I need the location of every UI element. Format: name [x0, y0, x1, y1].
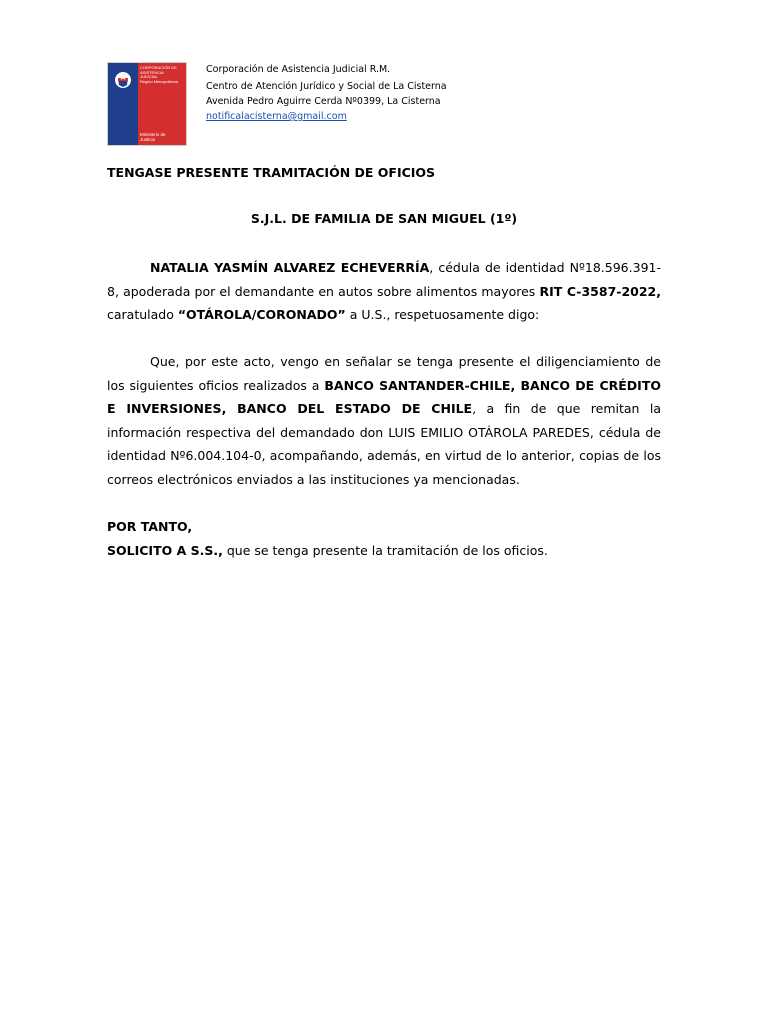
logo-text-4: Región Metropolitana [140, 78, 179, 84]
logo-blue-panel [108, 63, 138, 145]
logo-ministry-2: Justicia [140, 137, 156, 142]
institution-logo [107, 62, 187, 146]
paragraph-intro [107, 256, 661, 327]
address: Avenida Pedro Aguirre Cerda Nº0399, La Cisterna [206, 96, 441, 107]
logo-ministry-1: Ministerio de [140, 132, 166, 137]
logo-text-1: CORPORACIÓN DE [140, 65, 177, 70]
closing-block [107, 515, 548, 563]
intro-text-2: caratulado [107, 307, 178, 322]
logo-ministry [140, 132, 166, 142]
solicito-label: SOLICITO A S.S., [107, 543, 223, 558]
center-name: Centro de Atención Jurídico y Social de La Cisterna [206, 81, 447, 92]
court-heading: S.J.L. DE FAMILIA DE SAN MIGUEL (1º) [250, 211, 518, 226]
solicito-text: que se tenga presente la tramitación de los oficios. [222, 543, 548, 558]
logo-text-2: ASISTENCIA [140, 69, 164, 75]
logo-text-3: JUDICIAL [140, 74, 158, 80]
document-subject: TENGASE PRESENTE TRAMITACIÓN DE OFICIOS [107, 165, 436, 180]
intro-text-1: , cédula de identidad Nº18.596.391-8, apoderada por el demandante en autos sobre alimentos mayores [107, 260, 661, 299]
org-name: Corporación de Asistencia Judicial R.M. [206, 64, 391, 75]
attorney-name: NATALIA YASMÍN ALVAREZ ECHEVERRÍA [150, 260, 430, 275]
logo-red-panel [138, 63, 186, 145]
body-text-1: Que, por este acto, vengo en señalar se tenga presente el diligenciamiento de los siguientes oficios realizados a [107, 354, 661, 393]
email-link[interactable]: notificalacisterna@gmail.com [206, 111, 347, 122]
bank-list: BANCO SANTANDER-CHILE, BANCO DE CRÉDITO E INVERSIONES, BANCO DEL ESTADO DE CHILE [107, 377, 661, 416]
case-caption: “OTÁROLA/CORONADO” [177, 307, 346, 322]
case-rit: RIT C-3587-2022, [539, 283, 661, 299]
paragraph-body [107, 350, 661, 491]
intro-text-3: a U.S., respetuosamente digo: [345, 307, 540, 322]
por-tanto: POR TANTO, [107, 519, 193, 534]
coat-of-arms-icon [112, 69, 134, 91]
letterhead [206, 62, 447, 124]
body-text-2: , a fin de que remitan la información respectiva del demandado don LUIS EMILIO OTÁROLA PAREDES, cédula de identidad Nº6.004.104-0, acompañando, además, en virtud de lo anterior, copias de los correos electrónicos enviados a las instituciones ya mencionadas. [107, 401, 661, 487]
